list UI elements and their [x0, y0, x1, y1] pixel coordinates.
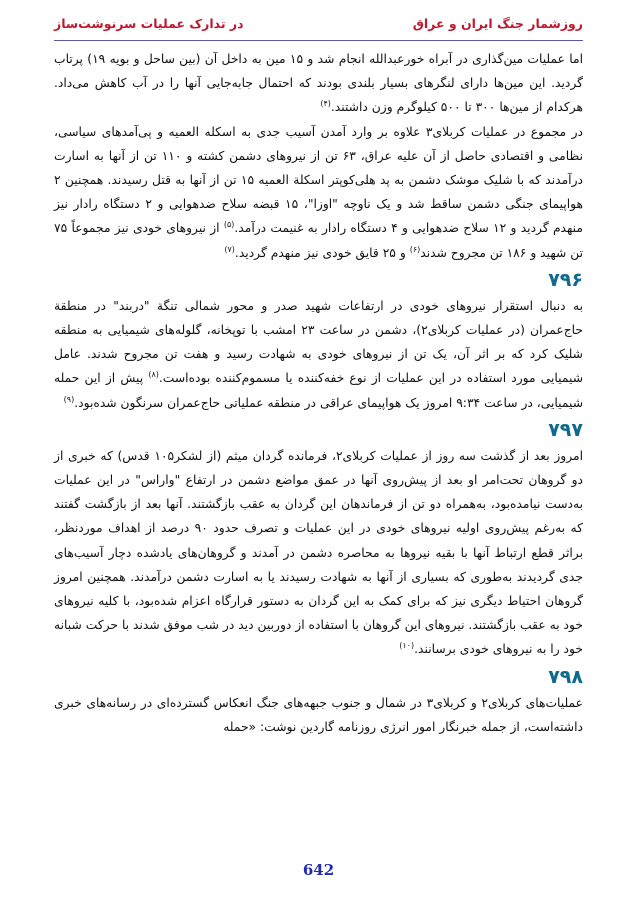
- footnote-ref[interactable]: (۸): [148, 370, 159, 380]
- footnote-ref[interactable]: (۱۰): [399, 641, 415, 651]
- paragraph-2: در مجموع در عملیات کربلای۳ علاوه بر وارد آمدن آسیب جدی به اسکله العمیه و پی‌آمدهای سیاسی، نظامی و اقتصادی حاصل از آن علیه عراق، ۶۳ تن از نیروهای دشمن کشته و ۱۱۰ تن از آنها به اسارت درآمدند که با شلیک موشک دشمن به پد هلی‌کوپتر اسکلة العمیه ۱۵ تن از آنها به قتل رسیدند. همچنین ۲ هواپیمای جنگی دشمن ساقط شد و یک ناوچه "اوزا"، ۱۵ قبضه سلاح ضدهوایی و ۲ دستگاه رادار نیز منهدم گردید و ۱۲ سلاح ضدهوایی و ۴ دستگاه رادار به غنیمت درآمد.$^{(۵)}$ از نیروهای خودی نیز مجموعاً ۷۵ تن شهید و ۱۸۶ تن مجروح شدند$^{(۶)}$ و ۲۵ قایق خودی نیز منهدم گردید.$^{(۷)}$: [54, 124, 584, 260]
- footnote-ref[interactable]: (۵): [223, 220, 235, 230]
- paragraph-1: اما عملیات مین‌گذاری در آبراه خورعبدالله انجام شد و ۱۵ مین به داخل آن (بین ساحل و بویه ۱۹) پرتاب گردید. این مین‌ها دارای لنگرهای بسیار بلندی بودند که احتمال جابه‌جایی آنها را در آب کاهش می‌داد. هرکدام از مین‌ها ۳۰۰ تا ۵۰۰ کیلوگرم وزن داشتند.$^{(۴)}$: [54, 52, 583, 115]
- paragraph-5: عملیات‌های کربلای۲ و کربلای۳ در شمال و جنوب جبهه‌های جنگ انعکاس گسترده‌ای در رسانه‌های خبری داشته‌است، از جمله خبرنگار امور انرژی روزنامه گاردین نوشت: «حمله: [54, 695, 583, 734]
- entry-number: ۷۹۸: [548, 665, 583, 688]
- footnote-ref[interactable]: (۴): [320, 99, 331, 109]
- paragraph-3: به دنبال استقرار نیروهای خودی در ارتفاعات شهید صدر و محور شمالی تنگة "دربند" در منطقة حاج‌عمران (در عملیات کربلای۲)، دشمن در ساعت ۲۳ امشب با توپخانه، گلوله‌های شیمیایی به منطقه شلیک کرد که بر اثر آن، یک تن از نیروهای خودی به شهادت رسید و هفت تن مجروح شدند. عامل شیمیایی مورد استفاده در این عملیات از نوع خفه‌کننده یا مسموم‌کننده بوده‌است.$^{(۸)}$ پیش از این حمله شیمیایی، در ساعت ۹:۳۴ امروز یک هواپیمای عراقی در منطقه عملیاتی حاج‌عمران سرنگون شده‌بود.$^{(۹)}$: [54, 298, 584, 410]
- running-header: [54, 8, 583, 38]
- book-title: روزشمار جنگ ایران و عراق: [412, 15, 583, 31]
- footnote-ref[interactable]: (۶): [409, 244, 421, 254]
- section-title: در تدارک عملیات سرنوشت‌ساز: [54, 15, 244, 31]
- header-divider: [54, 40, 583, 41]
- footnote-ref[interactable]: (۷): [224, 244, 235, 254]
- page-number: 642: [302, 861, 335, 879]
- footnote-ref[interactable]: (۹): [63, 394, 75, 404]
- entry-number: ۷۹۶: [548, 268, 583, 291]
- page-body: [54, 47, 583, 739]
- paragraph-4: امروز بعد از گذشت سه روز از عملیات کربلای۲، فرمانده گردان میثم (از لشکر۱۰۵ قدس) که خبری از دو گروهان تحت‌امر او بعد از پیش‌روی آنها در عمق مواضع دشمن در ارتفاع "واراس" در این عملیات به‌دست نیامده‌بود، به‌همراه دو تن از فرماندهان این گردان به عقب بازگشتند. آنها بعد از بازگشت گفتند که به‌رغم پیش‌روی اولیه نیروهای خودی در این عملیات و تصرف حدود ۹۰ درصد از اهداف موردنظر، براثر قطع ارتباط آنها با بقیه نیروها به محاصره دشمن در آمدند و گروهان‌های یادشده دچار آسیب‌های جدی گردیدند به‌طوری که بسیاری از آنها به شهادت رسیدند یا به اسارت دشمن درآمدند. همچنین امروز گروهان احتیاط دیگری نیز که برای کمک به این گردان به دستور قرارگاه اعزام شده‌بود، با کلیه نیروهای خود به عقب بازگشتند. نیروهای این گروهان با استفاده از دوربین دید در شب موفق شدند با حرکت شبانه خود را به نیروهای خودی برسانند.$^{(۱۰)}$: [54, 448, 583, 657]
- entry-number: ۷۹۷: [548, 418, 583, 441]
